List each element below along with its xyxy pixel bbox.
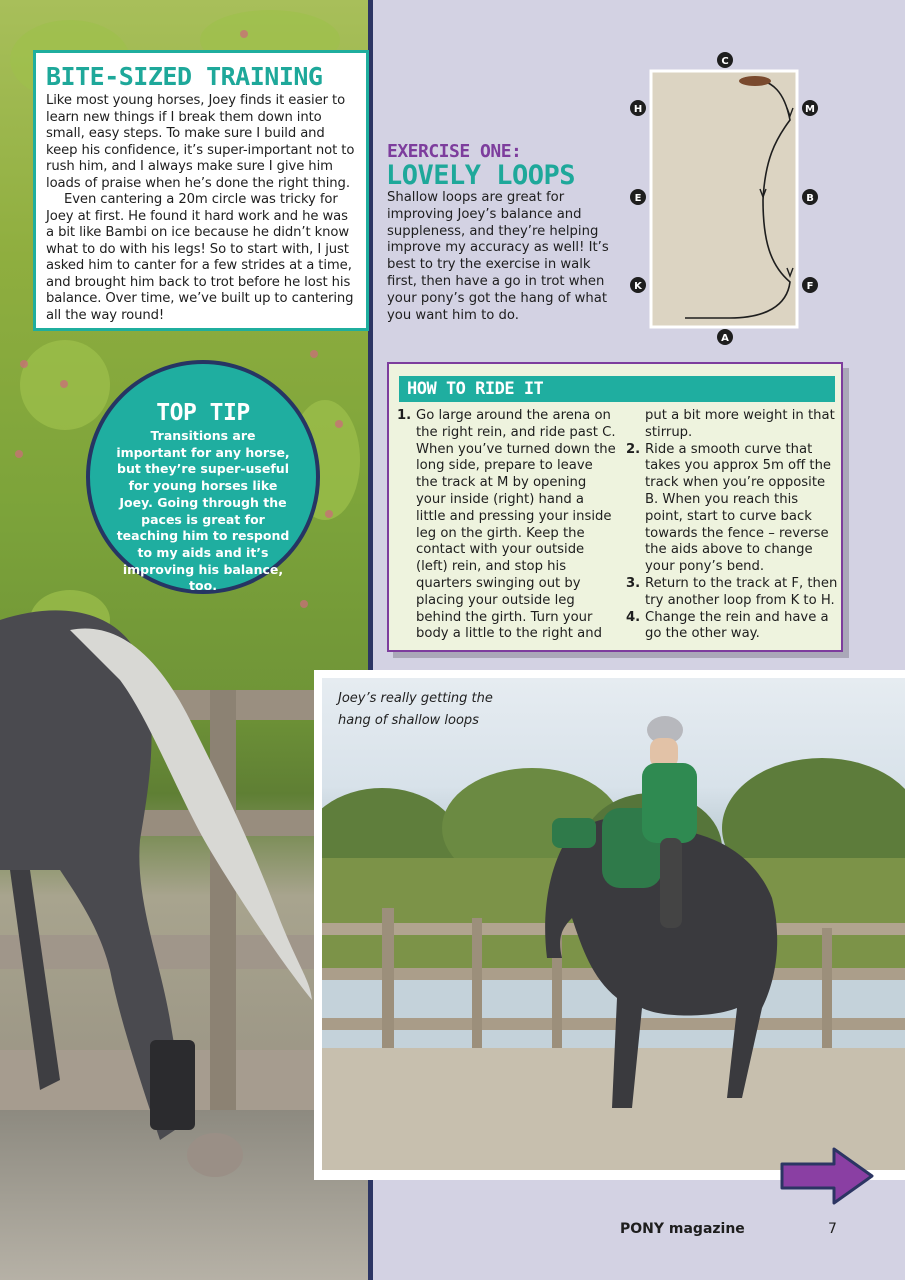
step-text: Ride a smooth curve that takes you approx 5m off the track when you’re opposite B. When you reach this point, start to curve back towards the fence – reverse the aids above to change your pony’s bend.	[645, 441, 832, 575]
step-item	[397, 408, 617, 643]
magazine-name: PONY magazine	[620, 1221, 745, 1237]
intro-title: BITE-SIZED TRAINING	[46, 62, 323, 91]
next-page-arrow-icon[interactable]	[778, 1145, 878, 1207]
exercise-title: LOVELY LOOPS	[386, 160, 576, 191]
step-text: Return to the track at F, then try another loop from K to H.	[645, 575, 838, 608]
step-item	[626, 442, 840, 576]
intro-paragraph: Even cantering a 20m circle was tricky for Joey at first. He found it hard work and he was a bit like Bambi on ice because he didn’t know what to do with his legs! So to start with, I just asked him to canter for a few strides at a time, and brought him back to trot before he lost his balance. Over time, we’ve built up to cantering all the way round!	[46, 192, 354, 323]
exercise-text: Shallow loops are great for improving Joey’s balance and suppleness, and they’re helping improve my accuracy as well! It’s best to try the exercise in walk first, then have a go in trot when your pony’s got the hang of what you want him to do.	[387, 190, 609, 323]
marker-k: K	[634, 281, 642, 292]
marker-b: B	[806, 193, 814, 204]
rider-photo	[322, 678, 905, 1170]
top-tip-text: Transitions are important for any horse, but they’re super-useful for young horses like Joey. Going through the paces is great for teaching him to respond to my aids and it’s improving his balance, too.	[116, 428, 290, 594]
marker-a: A	[721, 333, 729, 344]
photo-caption: Joey’s really getting the hang of shallow loops	[338, 691, 493, 728]
step-number: 4.	[626, 609, 641, 625]
step-item	[626, 610, 840, 644]
blossom-dot	[310, 350, 318, 358]
blossom-dot	[20, 360, 28, 368]
blossom-dot	[325, 510, 333, 518]
step-number: 1.	[397, 408, 412, 423]
how-to-steps	[397, 408, 837, 648]
horse-hindquarters-illustration	[0, 600, 320, 1200]
arena-diagram	[625, 50, 825, 345]
exercise-label: EXERCISE ONE:	[387, 141, 522, 162]
marker-c: C	[721, 56, 729, 67]
page-number: 7	[828, 1221, 837, 1237]
top-tip-title: TOP TIP	[156, 400, 250, 426]
step-text: Go large around the arena on the right rein, and ride past C. When you’ve turned down the long side, prepare to leave the track at M by opening your inside (right) hand a little and pressing your inside leg on the girth. Keep the contact with your outside (left) rein, and stop his quarters swinging out by placing your outside leg behind the girth. Turn your body a little to the right and	[416, 408, 616, 642]
steps-column-right	[626, 408, 840, 643]
marker-m: M	[805, 104, 815, 115]
blossom-dot	[240, 30, 248, 38]
blossom-dot	[335, 420, 343, 428]
how-to-ride-box	[387, 362, 843, 652]
step-continuation: put a bit more weight in that stirrup.	[645, 408, 835, 440]
step-item	[626, 576, 840, 610]
marker-h: H	[633, 104, 643, 115]
marker-e: E	[634, 193, 642, 204]
blossom-dot	[15, 450, 23, 458]
how-to-title: HOW TO RIDE IT	[399, 376, 835, 402]
step-number: 3.	[626, 575, 641, 591]
intro-box	[33, 50, 369, 331]
step-text: Change the rein and have a go the other way.	[645, 609, 829, 642]
horse-icon	[739, 76, 771, 86]
step-number: 2.	[626, 441, 641, 457]
steps-column-left	[397, 408, 617, 643]
top-tip-circle	[86, 360, 320, 594]
intro-paragraph: Like most young horses, Joey finds it easier to learn new things if I break them down into small, easy steps. To make sure I build and keep his confidence, it’s super-important not to rush him, and I always make sure I give him loads of praise when he’s done the right thing.	[46, 93, 355, 191]
rider-photo-frame	[314, 670, 905, 1180]
rider-scene-illustration	[322, 678, 905, 1170]
arena-surface	[651, 71, 797, 327]
blossom-dot	[60, 380, 68, 388]
marker-f: F	[806, 281, 814, 292]
